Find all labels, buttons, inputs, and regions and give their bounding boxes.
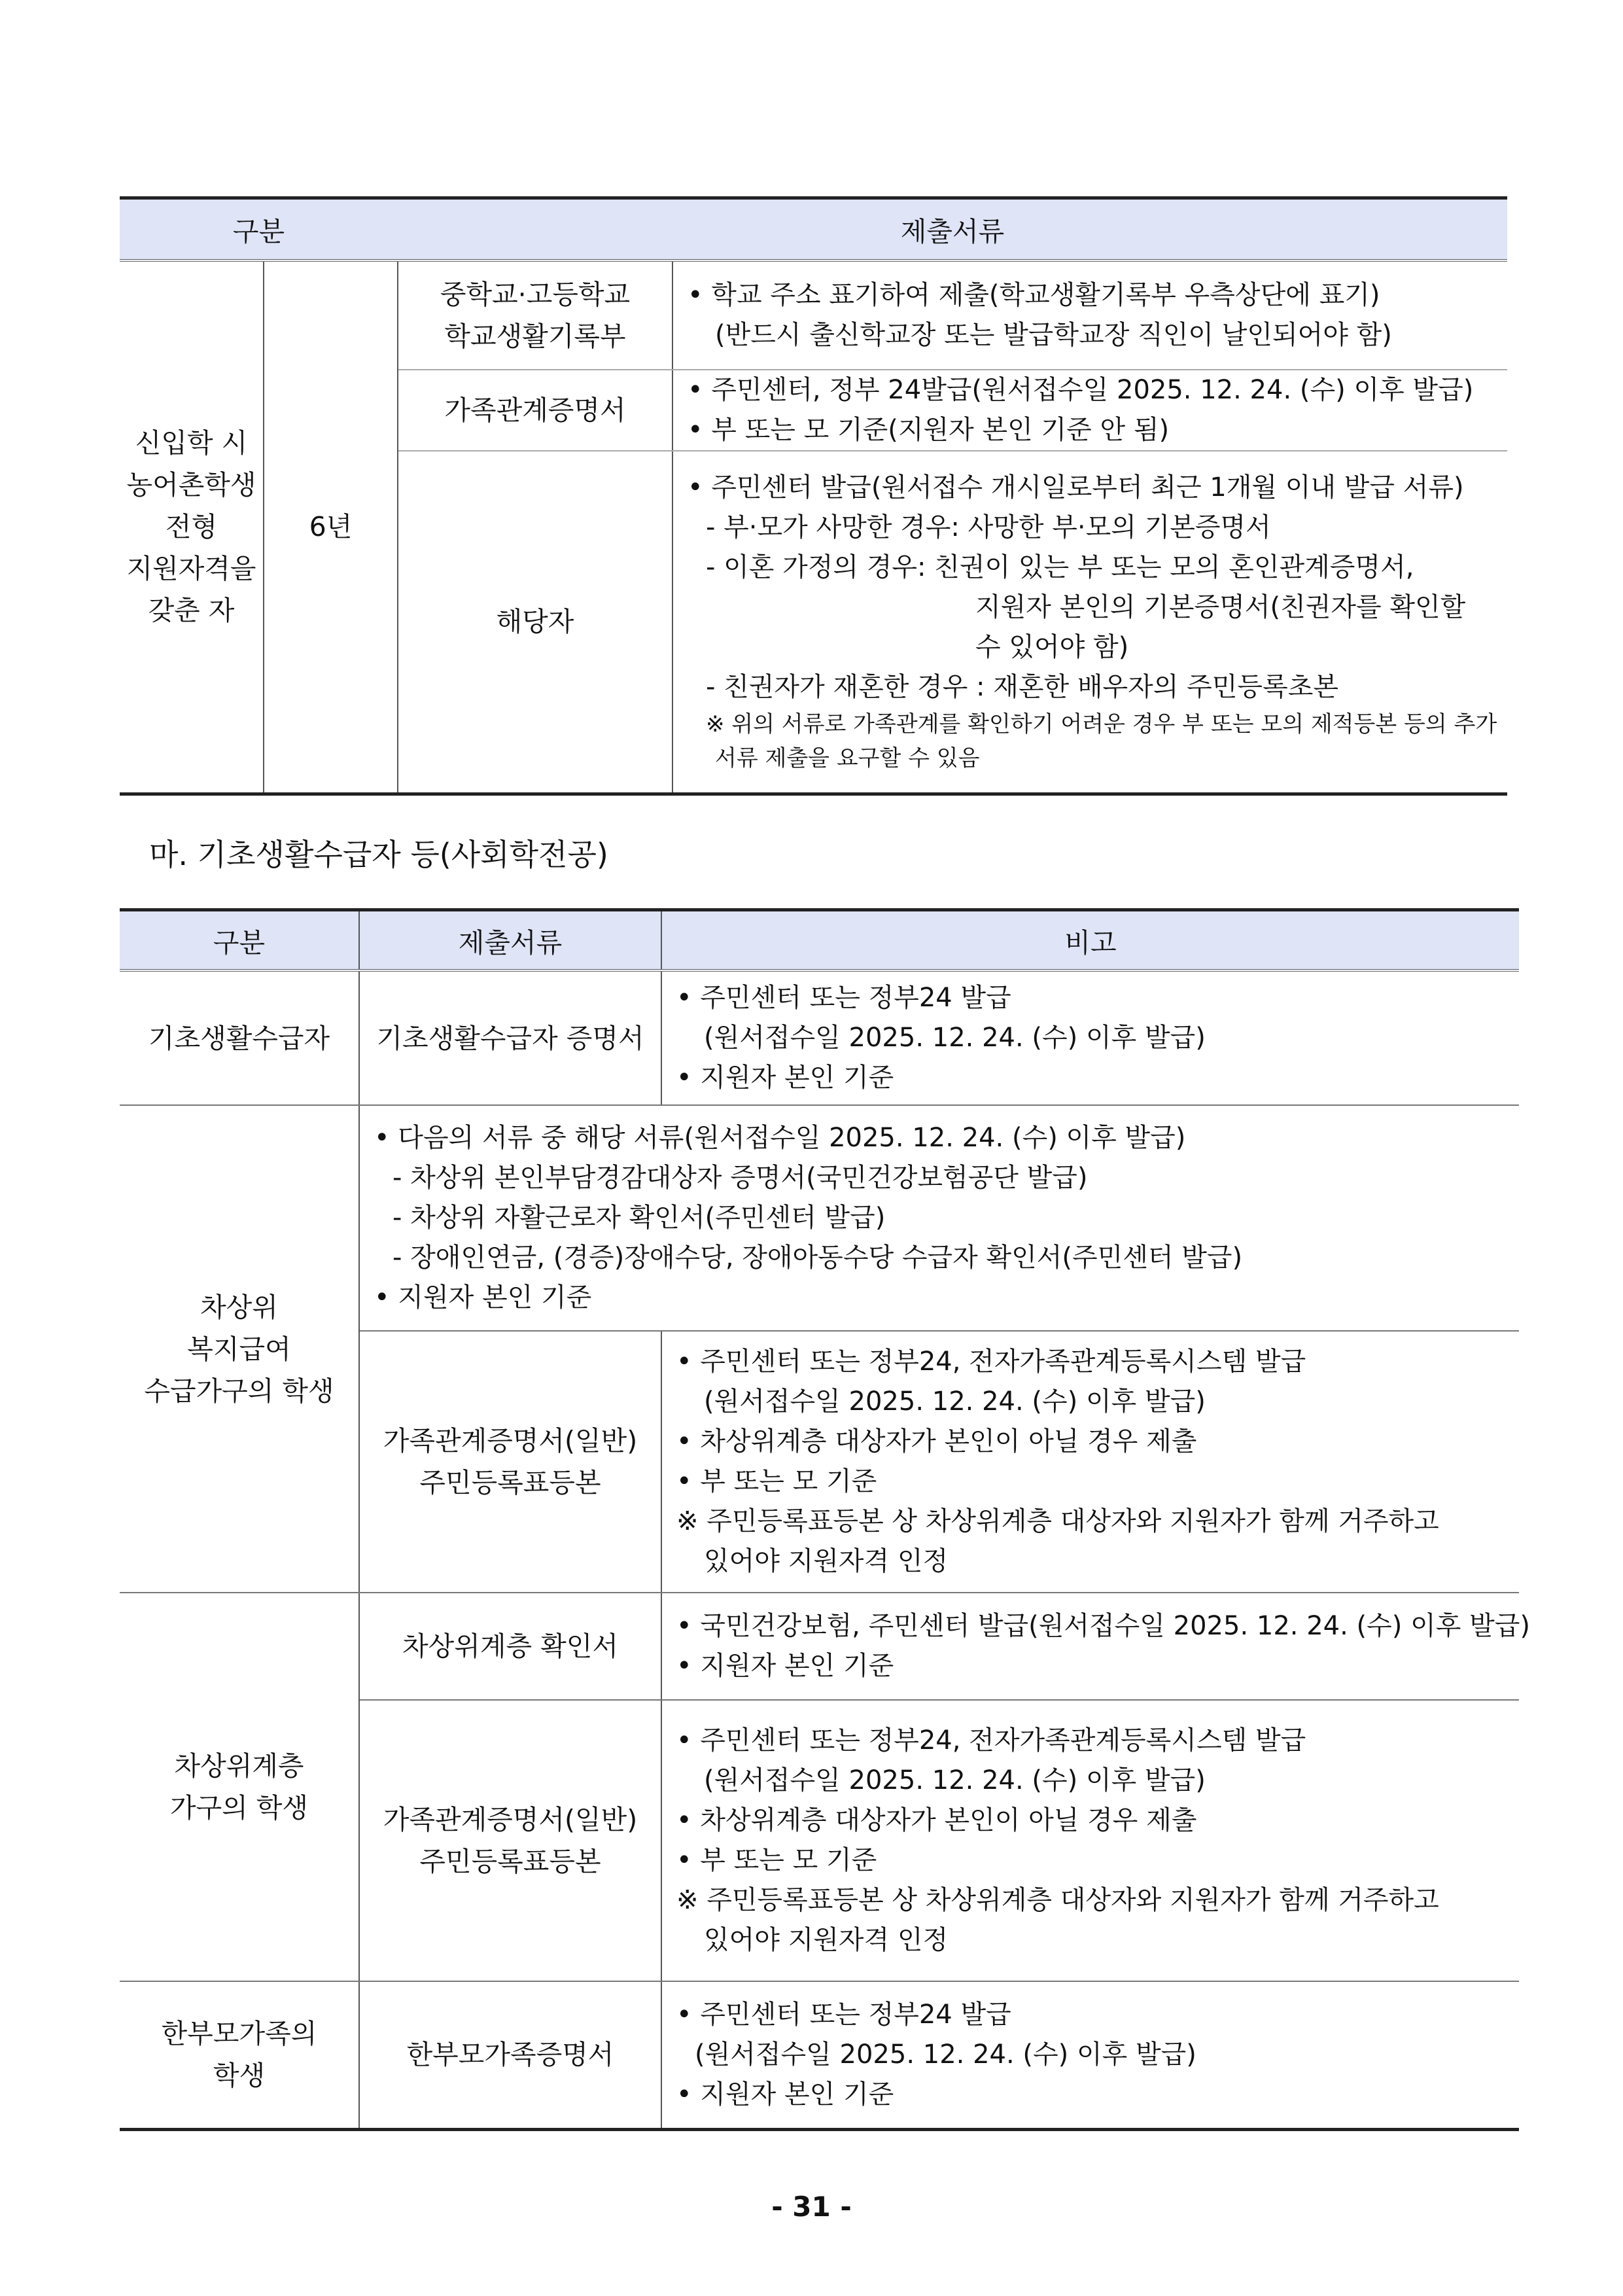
header-category: 구분	[120, 198, 398, 261]
doc-family-relation: 가족관계증명서	[398, 370, 672, 451]
doc-family-relation-general-2: 가족관계증명서(일반) 주민등록표등본	[359, 1700, 661, 1981]
doc-near-poverty-cert: 차상위계층 확인서	[359, 1593, 661, 1700]
category-near-poverty-household: 차상위계층 가구의 학생	[120, 1593, 359, 1981]
table-basic-livelihood	[120, 908, 1530, 2131]
note-family-relation-general: • 주민센터 또는 정부24, 전자가족관계등록시스템 발급 (원서접수일 2025. 12. 24. (수) 이후 발급) • 차상위계층 대상자가 본인이 아닐 경우 제출 • 부 또는 모 기준 ※ 주민등록표등본 상 차상위계층 대상자와 지원자가 함께 거주하고 있어야 지원자격 인정	[661, 1331, 1519, 1593]
category-near-poverty-welfare: 차상위 복지급여 수급가구의 학생	[120, 1105, 359, 1593]
header-documents: 제출서류	[398, 198, 1507, 261]
category-single-parent: 한부모가족의 학생	[120, 1981, 359, 2129]
note-family-relation-general-2: • 주민센터 또는 정부24, 전자가족관계등록시스템 발급 (원서접수일 2025. 12. 24. (수) 이후 발급) • 차상위계층 대상자가 본인이 아닐 경우 제출 • 부 또는 모 기준 ※ 주민등록표등본 상 차상위계층 대상자와 지원자가 함께 거주하고 있어야 지원자격 인정	[661, 1700, 1519, 1981]
note-school-record: • 학교 주소 표기하여 제출(학교생활기록부 우측상단에 표기) (반드시 출신학교장 또는 발급학교장 직인이 날인되어야 함)	[672, 260, 1507, 370]
doc-basic-livelihood-cert: 기초생활수급자 증명서	[359, 970, 661, 1105]
doc-school-record: 중학교·고등학교 학교생활기록부	[398, 260, 672, 370]
doc-family-relation-general: 가족관계증명서(일반) 주민등록표등본	[359, 1331, 661, 1593]
category-cell: 신입학 시 농어촌학생 전형 지원자격을 갖춘 자	[120, 260, 264, 794]
doc-applicable: 해당자	[398, 451, 672, 794]
header-category: 구분	[120, 910, 359, 971]
note-family-relation: • 주민센터, 정부 24발급(원서접수일 2025. 12. 24. (수) 이후 발급) • 부 또는 모 기준(지원자 본인 기준 안 됨)	[672, 370, 1507, 451]
note-basic-livelihood: • 주민센터 또는 정부24 발급 (원서접수일 2025. 12. 24. (수) 이후 발급) • 지원자 본인 기준	[661, 970, 1519, 1105]
note-near-poverty-cert: • 국민건강보험, 주민센터 발급(원서접수일 2025. 12. 24. (수) 이후 발급) • 지원자 본인 기준	[661, 1593, 1519, 1700]
note-single-parent: • 주민센터 또는 정부24 발급 (원서접수일 2025. 12. 24. (수) 이후 발급) • 지원자 본인 기준	[661, 1981, 1519, 2129]
doc-single-parent-cert: 한부모가족증명서	[359, 1981, 661, 2129]
header-documents: 제출서류	[359, 910, 661, 971]
header-remarks: 비고	[661, 910, 1519, 971]
section-title: 마. 기초생활수급자 등(사회학전공)	[149, 837, 608, 872]
table-rural-students	[120, 196, 1507, 796]
note-near-poverty-welfare-docs: • 다음의 서류 중 해당 서류(원서접수일 2025. 12. 24. (수) 이후 발급) - 차상위 본인부담경감대상자 증명서(국민건강보험공단 발급) - 차상위 자활근로자 확인서(주민센터 발급) - 장애인연금, (경증)장애수당, 장애아동수당 수급자 확인서(주민센터 발급) • 지원자 본인 기준	[359, 1105, 1519, 1331]
page-number: - 31 -	[771, 2191, 852, 2223]
note-applicable: • 주민센터 발급(원서접수 개시일로부터 최근 1개월 이내 발급 서류) - 부·모가 사망한 경우: 사망한 부·모의 기본증명서 - 이혼 가정의 경우: 친권이 있는 부 또는 모의 혼인관계증명서, 지원자 본인의 기본증명서(친권자를 확인할 수 있어야 함) - 친권자가 재혼한 경우 : 재혼한 배우자의 주민등록초본 ※ 위의 서류로 가족관계를 확인하기 어려운 경우 부 또는 모의 제적등본 등의 추가 서류 제출을 요구할 수 있음	[672, 451, 1507, 794]
years-cell: 6년	[264, 260, 398, 794]
category-basic-livelihood: 기초생활수급자	[120, 970, 359, 1105]
